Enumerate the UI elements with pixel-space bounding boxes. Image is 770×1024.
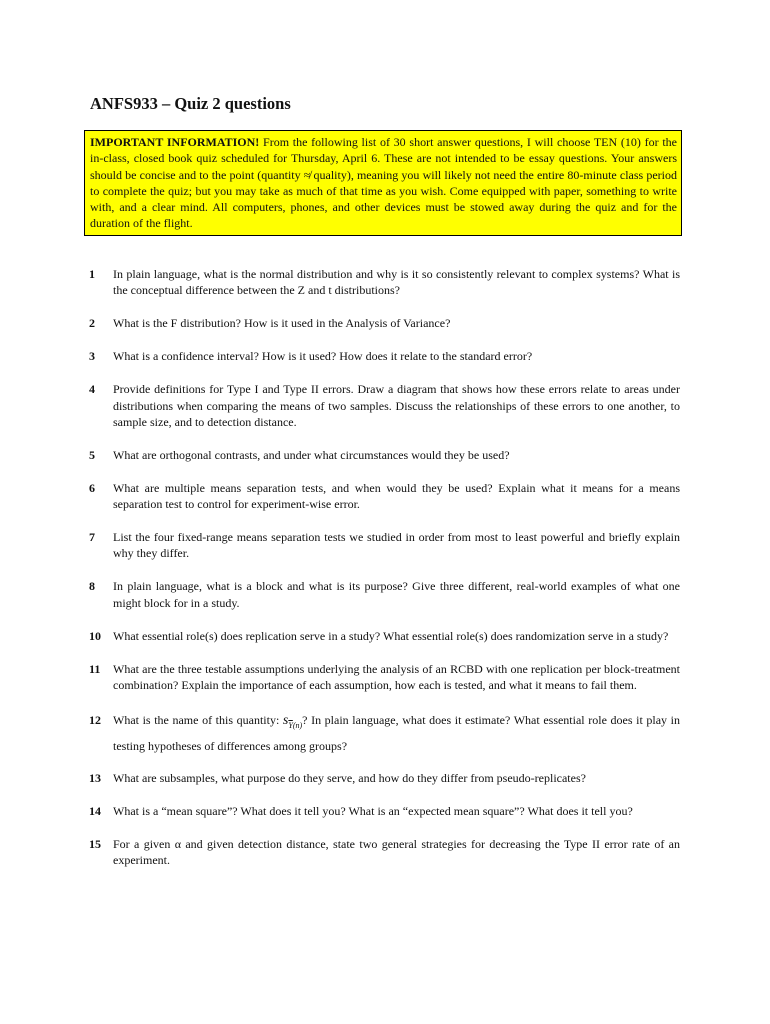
question-number: 2 [89,316,95,331]
question-number: 3 [89,349,95,364]
question-number: 10 [89,628,101,643]
question-text [113,710,680,758]
question-item [89,710,680,758]
question-item [89,266,680,299]
question-item [89,661,680,694]
question-text: In plain language, what is the normal distribution and why is it so consistently relevant to complex systems? What is the conceptual difference between the Z and t distributions? [113,267,680,298]
question-text: What are multiple means separation tests, and when would they be used? Explain what it means for a means separation test to control for experiment-wise error. [113,480,680,512]
question-item [89,578,680,611]
question-number: 13 [89,770,101,785]
question-text: What is a “mean square”? What does it tell you? What is an “expected mean square”? What does it tell you? [113,803,633,818]
question-text: In plain language, what is a block and what is its purpose? Give three different, real-world examples of what one might block for in a study. [113,579,680,610]
question-item [89,315,680,331]
question-number: 8 [89,579,95,594]
question-item [89,770,680,786]
question-item [89,803,680,819]
symbol-subscript [288,721,302,730]
question-number: 6 [89,480,95,495]
question-text: List the four fixed-range means separation tests we studied in order from most to least powerful and briefly explain why they differ. [113,530,680,561]
question-text: What essential role(s) does replication serve in a study? What essential role(s) does randomization serve in a study? [113,628,669,643]
question-number: 12 [89,712,101,727]
question-item [89,628,680,644]
question-number: 4 [89,382,95,397]
question-text: What is the F distribution? How is it used in the Analysis of Variance? [113,316,451,331]
question-number: 1 [89,267,95,281]
symbol-subscript-n: (n) [292,720,303,730]
symbol-subscript-ybar: $\overline{Y}$ [288,720,293,730]
page-title: ANFS933 – Quiz 2 questions [90,94,291,113]
question-text-after: ? In plain language, what does it estimate? What essential role does it play in testing hypotheses of differences among groups? [113,712,680,754]
notice-body: From the following list of 30 short answer questions, I will choose TEN (10) for the in-class, closed book quiz scheduled for Thursday, April 6. These are not intended to be essay questions. Your answers should be concise and to the point (quantity ≉ quality), meaning you will likely not need the entire 80-minute class period to complete the quiz; but you may take as much of that time as you wish. Come equipped with paper, something to write with, and a clear mind. All computers, phones, and other devices must be stowed away during the quiz and for the duration of the flight. [90,135,677,231]
question-text-before: What is the name of this quantity: [113,712,283,727]
question-text: For a given α and given detection distance, state two general strategies for decreasing the Type II error rate of an experiment. [113,836,680,868]
question-text: What is a confidence interval? How is it used? How does it relate to the standard error? [113,349,533,364]
question-number: 15 [89,836,101,851]
question-text: Provide definitions for Type I and Type II errors. Draw a diagram that shows how these errors relate to areas under distributions when comparing the means of two samples. Discuss the relationships of these errors to one another, to sample size, and to detection distance. [113,382,680,429]
question-text: What are subsamples, what purpose do they serve, and how do they differ from pseudo-replicates? [113,770,586,785]
question-number: 7 [89,530,95,545]
question-item [89,836,680,869]
question-number: 14 [89,803,101,818]
question-item [89,348,680,364]
question-item [89,529,680,562]
question-item [89,381,680,430]
question-text: What are orthogonal contrasts, and under what circumstances would they be used? [113,447,510,462]
standard-error-symbol [283,713,302,728]
question-number: 5 [89,447,95,462]
question-list [89,266,680,885]
question-text: What are the three testable assumptions underlying the analysis of an RCBD with one replication per block-treatment combination? Explain the importance of each assumption, how each is tested, and what it means to fail them. [113,661,680,692]
notice-heading: IMPORTANT INFORMATION! [90,135,260,149]
question-number: 11 [89,661,101,676]
symbol-base: s [282,712,289,728]
question-item [89,480,680,513]
important-notice-box [84,130,682,236]
question-item [89,447,680,463]
